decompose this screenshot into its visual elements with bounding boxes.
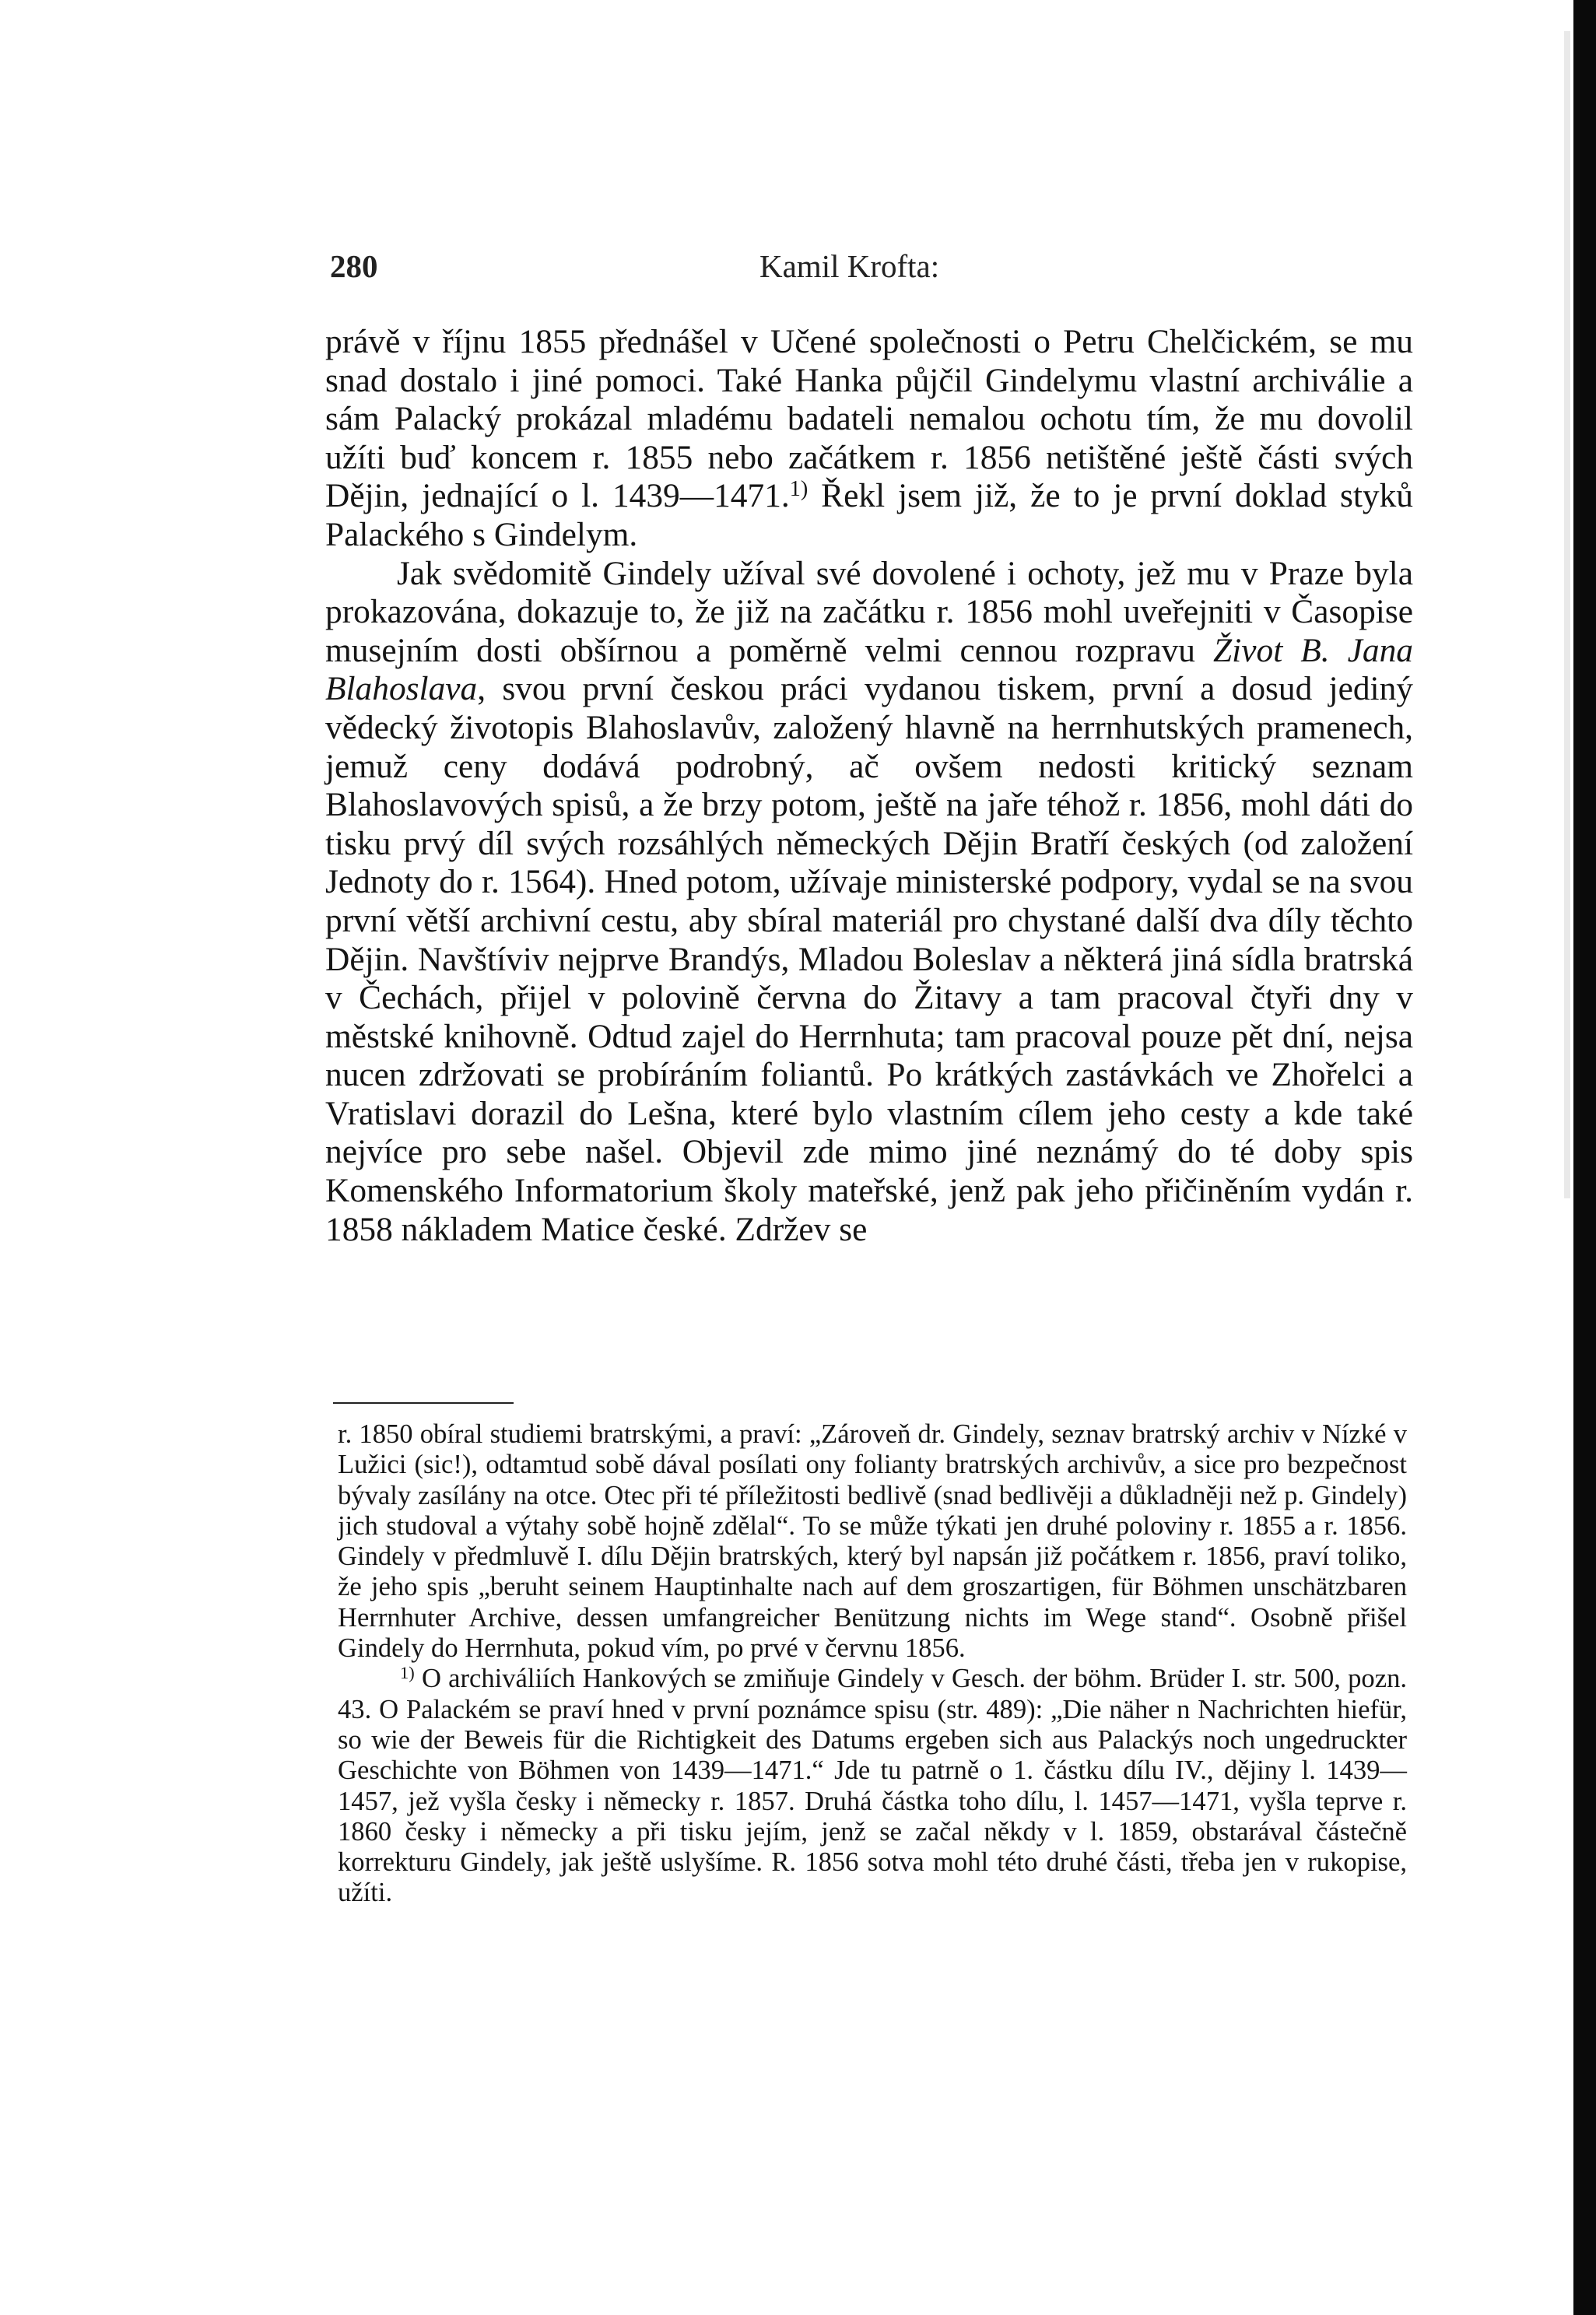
footnote-ref-1: 1) xyxy=(789,477,809,502)
running-head: Kamil Krofta: xyxy=(759,248,940,284)
footnote-1 xyxy=(338,1664,1407,1908)
paragraph-2 xyxy=(325,555,1413,1250)
footnote-continued: r. 1850 obíral studiemi bratrskými, a praví: „Zároveň dr. Gindely, seznav bratrský archiv v Nízké v Lužici (sic!), odtamtud sobě dával posílati ony folianty bratrských archivův, a sice pro bezpečnost bývaly zasílány na otce. Otec při té příležitosti bedlivě (snad bedlivěji a důkladněji než p. Gindely) jich studoval a výtahy sobě hojně zdělal“. To se může týkati jen druhé poloviny r. 1855 a r. 1856. Gindely v předmluvě I. dílu Dějin bratrských, který byl napsán již počátkem r. 1856, praví toliko, že jeho spis „beruht seinem Hauptinhalte nach auf dem groszartigen, für Böhmen unschätzbaren Herrnhuter Archive, dessen umfangreicher Benützung nichts im Wege stand“. Osobně přišel Gindely do Herrnhuta, pokud vím, po prvé v červnu 1856. xyxy=(338,1419,1407,1664)
page-edge-highlight xyxy=(1564,31,1570,1198)
scan-border xyxy=(1573,0,1596,2315)
main-text xyxy=(325,323,1413,1249)
paragraph-1-text: právě v říjnu 1855 přednášel v Učené společnosti o Petru Chelčickém, se mu snad dostalo i jiné pomoci. Také Hanka půjčil Gindelymu vlastní archiválie a sám Palacký prokázal mladému badateli nemalou ochotu tím, že mu dovolil užíti buď koncem r. 1855 nebo začátkem r. 1856 netištěné ještě části svých Dějin, jednající o l. 1439—1471. xyxy=(325,323,1413,515)
footnote-1-marker: 1) xyxy=(400,1663,415,1683)
paragraph-2-text: Jak svědomitě Gindely užíval své dovolené i ochoty, jež mu v Praze byla prokazována, dokazuje to, že již na začátku r. 1856 mohl uveřejniti v Časopise musejním dosti obšírnou a poměrně velmi cennou rozpravu xyxy=(325,554,1413,669)
paragraph-1-text-end: Řekl jsem již, že to je první doklad styků Palackého s Gindelym. xyxy=(325,477,1413,553)
paragraph-1 xyxy=(325,323,1413,555)
work-title: Život B. Jana Blahoslava xyxy=(325,631,1414,708)
footnote-rule xyxy=(333,1402,514,1404)
footnote-1-text: O archiváliích Hankových se zmiňuje Gindely v Gesch. der böhm. Brüder I. str. 500, pozn. 43. O Palackém se praví hned v první poznámce spisu (str. 489): „Die näher n Nachrichten hiefür, so wie der Beweis für die Richtigkeit des Datums ergeben sich aus Palackýs noch ungedruckter Geschichte von Böhmen von 1439—1471.“ Jde tu patrně o 1. částku dílu IV., dějiny l. 1439—1457, jež vyšla česky i německy r. 1857. Druhá částka toho dílu, l. 1457—1471, vyšla teprve r. 1860 česky i německy a při tisku jejím, jenž se začal někdy v l. 1859, obstarával částečně korrekturu Gindely, jak ještě uslyšíme. R. 1856 sotva mohl této druhé části, třeba jen v rukopise, užíti. xyxy=(338,1664,1407,1908)
page-header xyxy=(330,247,1419,286)
footnotes xyxy=(338,1419,1407,1909)
page-number: 280 xyxy=(330,248,378,284)
paragraph-2-text-end: , svou první českou práci vydanou tiskem, první a dosud jediný vědecký životopis Blahoslavův, založený hlavně na herrnhutských pramenech, jemuž ceny dodává podrobný, ač ovšem nedosti kritický seznam Blahoslavových spisů, a že brzy potom, ještě na jaře téhož r. 1856, mohl dáti do tisku prvý díl svých rozsáhlých německých Dějin Bratří českých (od založení Jednoty do r. 1564). Hned potom, užívaje ministerské podpory, vydal se na svou první větší archivní cestu, aby sbíral materiál pro chystané další dva díly těchto Dějin. Navštíviv nejprve Brandýs, Mladou Boleslav a některá jiná sídla bratrská v Čechách, přijel v polovině června do Žitavy a tam pracoval čtyři dny v městské knihovně. Odtud zajel do Herrnhuta; tam pracoval pouze pět dní, nejsa nucen zdržovati se probíráním foliantů. Po krátkých zastávkách ve Zhořelci a Vratislavi dorazil do Lešna, které bylo vlastním cílem jeho cesty a kde také nejvíce pro sebe našel. Objevil zde mimo jiné neznámý do té doby spis Komenského Informatorium školy mateřské, jenž pak jeho přičiněním vydán r. 1858 nákladem Matice české. Zdržev se xyxy=(325,670,1413,1248)
